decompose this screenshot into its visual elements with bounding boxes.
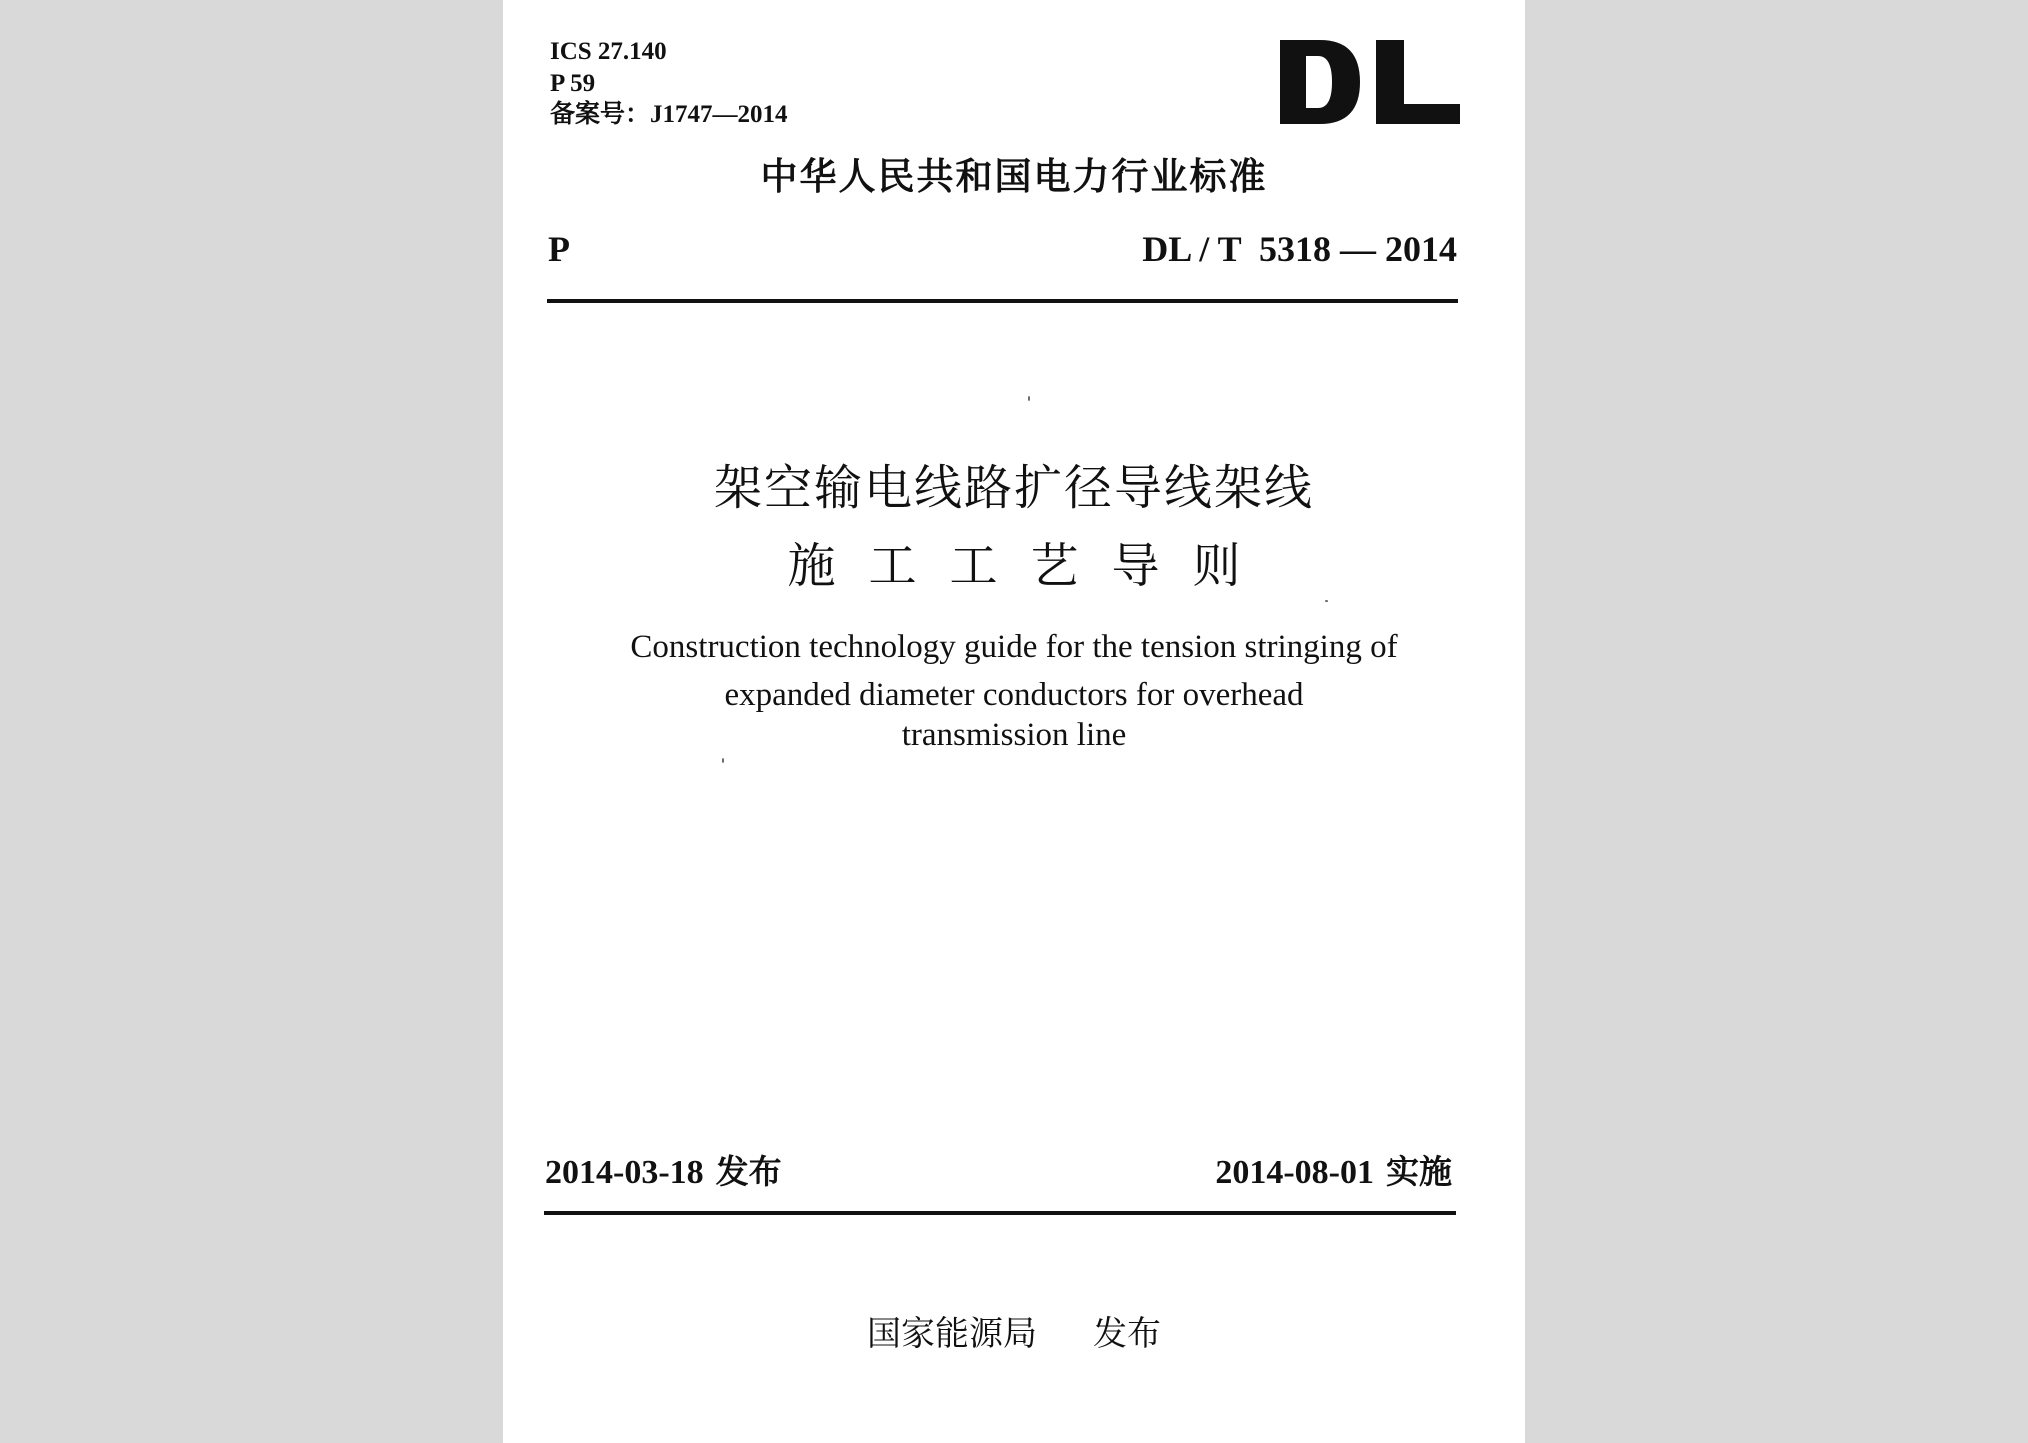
footer-divider [544,1211,1456,1215]
issue-date: 2014-03-18 [545,1154,704,1191]
chinese-title-line-1: 架空输电线路扩径导线架线 [713,460,1314,516]
issuer-name: 国家能源局 [867,1314,1037,1354]
issue-date-block [545,1150,782,1195]
chinese-title-line-2: 施工工艺导则 [787,538,1274,594]
scan-speck [1325,600,1328,602]
issuer-line [503,1311,1525,1357]
record-number: 备案号：J1747—2014 [550,101,788,128]
english-title-line-3: transmission line [901,717,1127,753]
dl-logo [1280,40,1460,124]
issue-label: 发布 [715,1152,782,1191]
effective-date-block [1215,1150,1452,1195]
english-title-line-2: expanded diameter conductors for overhead [724,677,1304,713]
industry-standard-title: 中华人民共和国电力行业标准 [760,155,1268,198]
header-divider [547,299,1458,303]
effective-date: 2014-08-01 [1215,1154,1374,1191]
class-letter: P [548,229,570,269]
english-title-line-1: Construction technology guide for the tension stringing of [630,629,1398,665]
issuer-action: 发布 [1093,1314,1161,1354]
scan-speck [1028,396,1030,401]
effective-label: 实施 [1386,1152,1452,1191]
ics-code: ICS 27.140 [550,38,667,65]
classification-code: P 59 [550,70,596,97]
standard-number: DL / T 5318 — 2014 [1142,229,1457,269]
document-page [503,0,1525,1443]
scan-speck [722,758,724,763]
